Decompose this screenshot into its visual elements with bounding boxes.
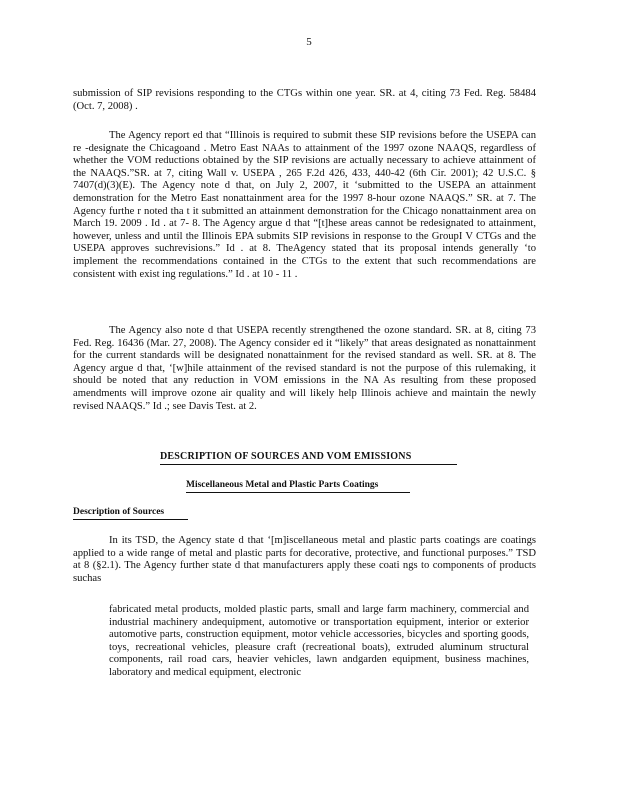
paragraph-text: In its TSD, the Agency state d that ‘[m]iscellaneous metal and plastic parts coatings are coatings applied to a wide range of metal and plastic parts for decorative, protective, and functional purposes.” TSD at 8 (§2.1). The Agency further state d that manufacturers apply these coati ngs to components of products suchas	[73, 535, 536, 584]
paragraph-tsd	[73, 535, 536, 585]
paragraph-ozone-standard	[73, 325, 536, 413]
page-number: 5	[306, 36, 312, 48]
subsection-heading: Miscellaneous Metal and Plastic Parts Coatings	[186, 480, 410, 493]
paragraph-text: submission of SIP revisions responding to the CTGs within one year. SR. at 4, citing 73 Fed. Reg. 58484 (Oct. 7, 2008) .	[73, 88, 536, 112]
section-heading: DESCRIPTION OF SOURCES AND VOM EMISSIONS	[160, 451, 457, 465]
block-quote	[109, 604, 529, 680]
paragraph-text: The Agency report ed that “Illinois is required to submit these SIP revisions before the USEPA can re -designate the Chicagoand . Metro East NAAs to attainment of the 1997 ozone NAAQS, regardless of whether the VOM reductions obtained by the SIP revisions are actually necessary to achieve attainment of the NAAQS.”SR. at 7, citing Wall v. USEPA , 265 F.2d 426, 433, 440-42 (6th Cir. 2001); 42 U.S.C. § 7407(d)(3)(E). The Agency note d that, on July 2, 2007, it ‘submitted to the USEPA an attainment demonstration for the Metro East nonattainment area for the 1997 8-hour ozone NAAQS.” SR. at 7. The Agency furthe r noted tha t it submitted an attainment demonstration for the Chicago nonattainment area on March 19. 2009 . Id . at 7- 8. The Agency argue d that “[t]hese areas cannot be redesignated to attainment, however, unless and until the Illinois EPA submits SIP revisions in response to the GroupI V CTGs and the USEPA approves suchrevisions.” Id . at 8. TheAgency stated that its proposal intends generally ‘to implement the recommendations contained in the CTGs to the extent that such recommendations are consistent with exist ing regulations.” Id . at 10 - 11 .	[73, 130, 536, 280]
paragraph-sip-submission	[73, 88, 536, 113]
quote-text: fabricated metal products, molded plastic parts, small and large farm machinery, commercial and industrial machinery andequipment, automotive or transportation equipment, interior or exterior automotive parts, construction equipment, motor vehicle accessories, bicycles and sporting goods, toys, recreational vehicles, pleasure craft (recreational boats), extruded aluminum structural components, rail road cars, heavier vehicles, lawn andgarden equipment, business machines, laboratory and medical equipment, electronic	[109, 604, 529, 678]
paragraph-agency-report	[73, 130, 536, 281]
minor-heading: Description of Sources	[73, 507, 188, 520]
paragraph-text: The Agency also note d that USEPA recently strengthened the ozone standard. SR. at 8, citing 73 Fed. Reg. 16436 (Mar. 27, 2008). The Agency consider ed it “likely” that areas designated as nonattainment for the current standards will be designated nonattainment for the revised standard as well. SR. at 8. The Agency argue d that, ‘[w]hile attainment of the revised standard is not the purpose of this rulemaking, it should be noted that any reduction in VOM emissions in the NA As resulting from these proposed amendments will improve ozone air quality and will likely help Illinois achieve and maintain the newly revised NAAQS.” Id .; see Davis Test. at 2.	[73, 325, 536, 412]
